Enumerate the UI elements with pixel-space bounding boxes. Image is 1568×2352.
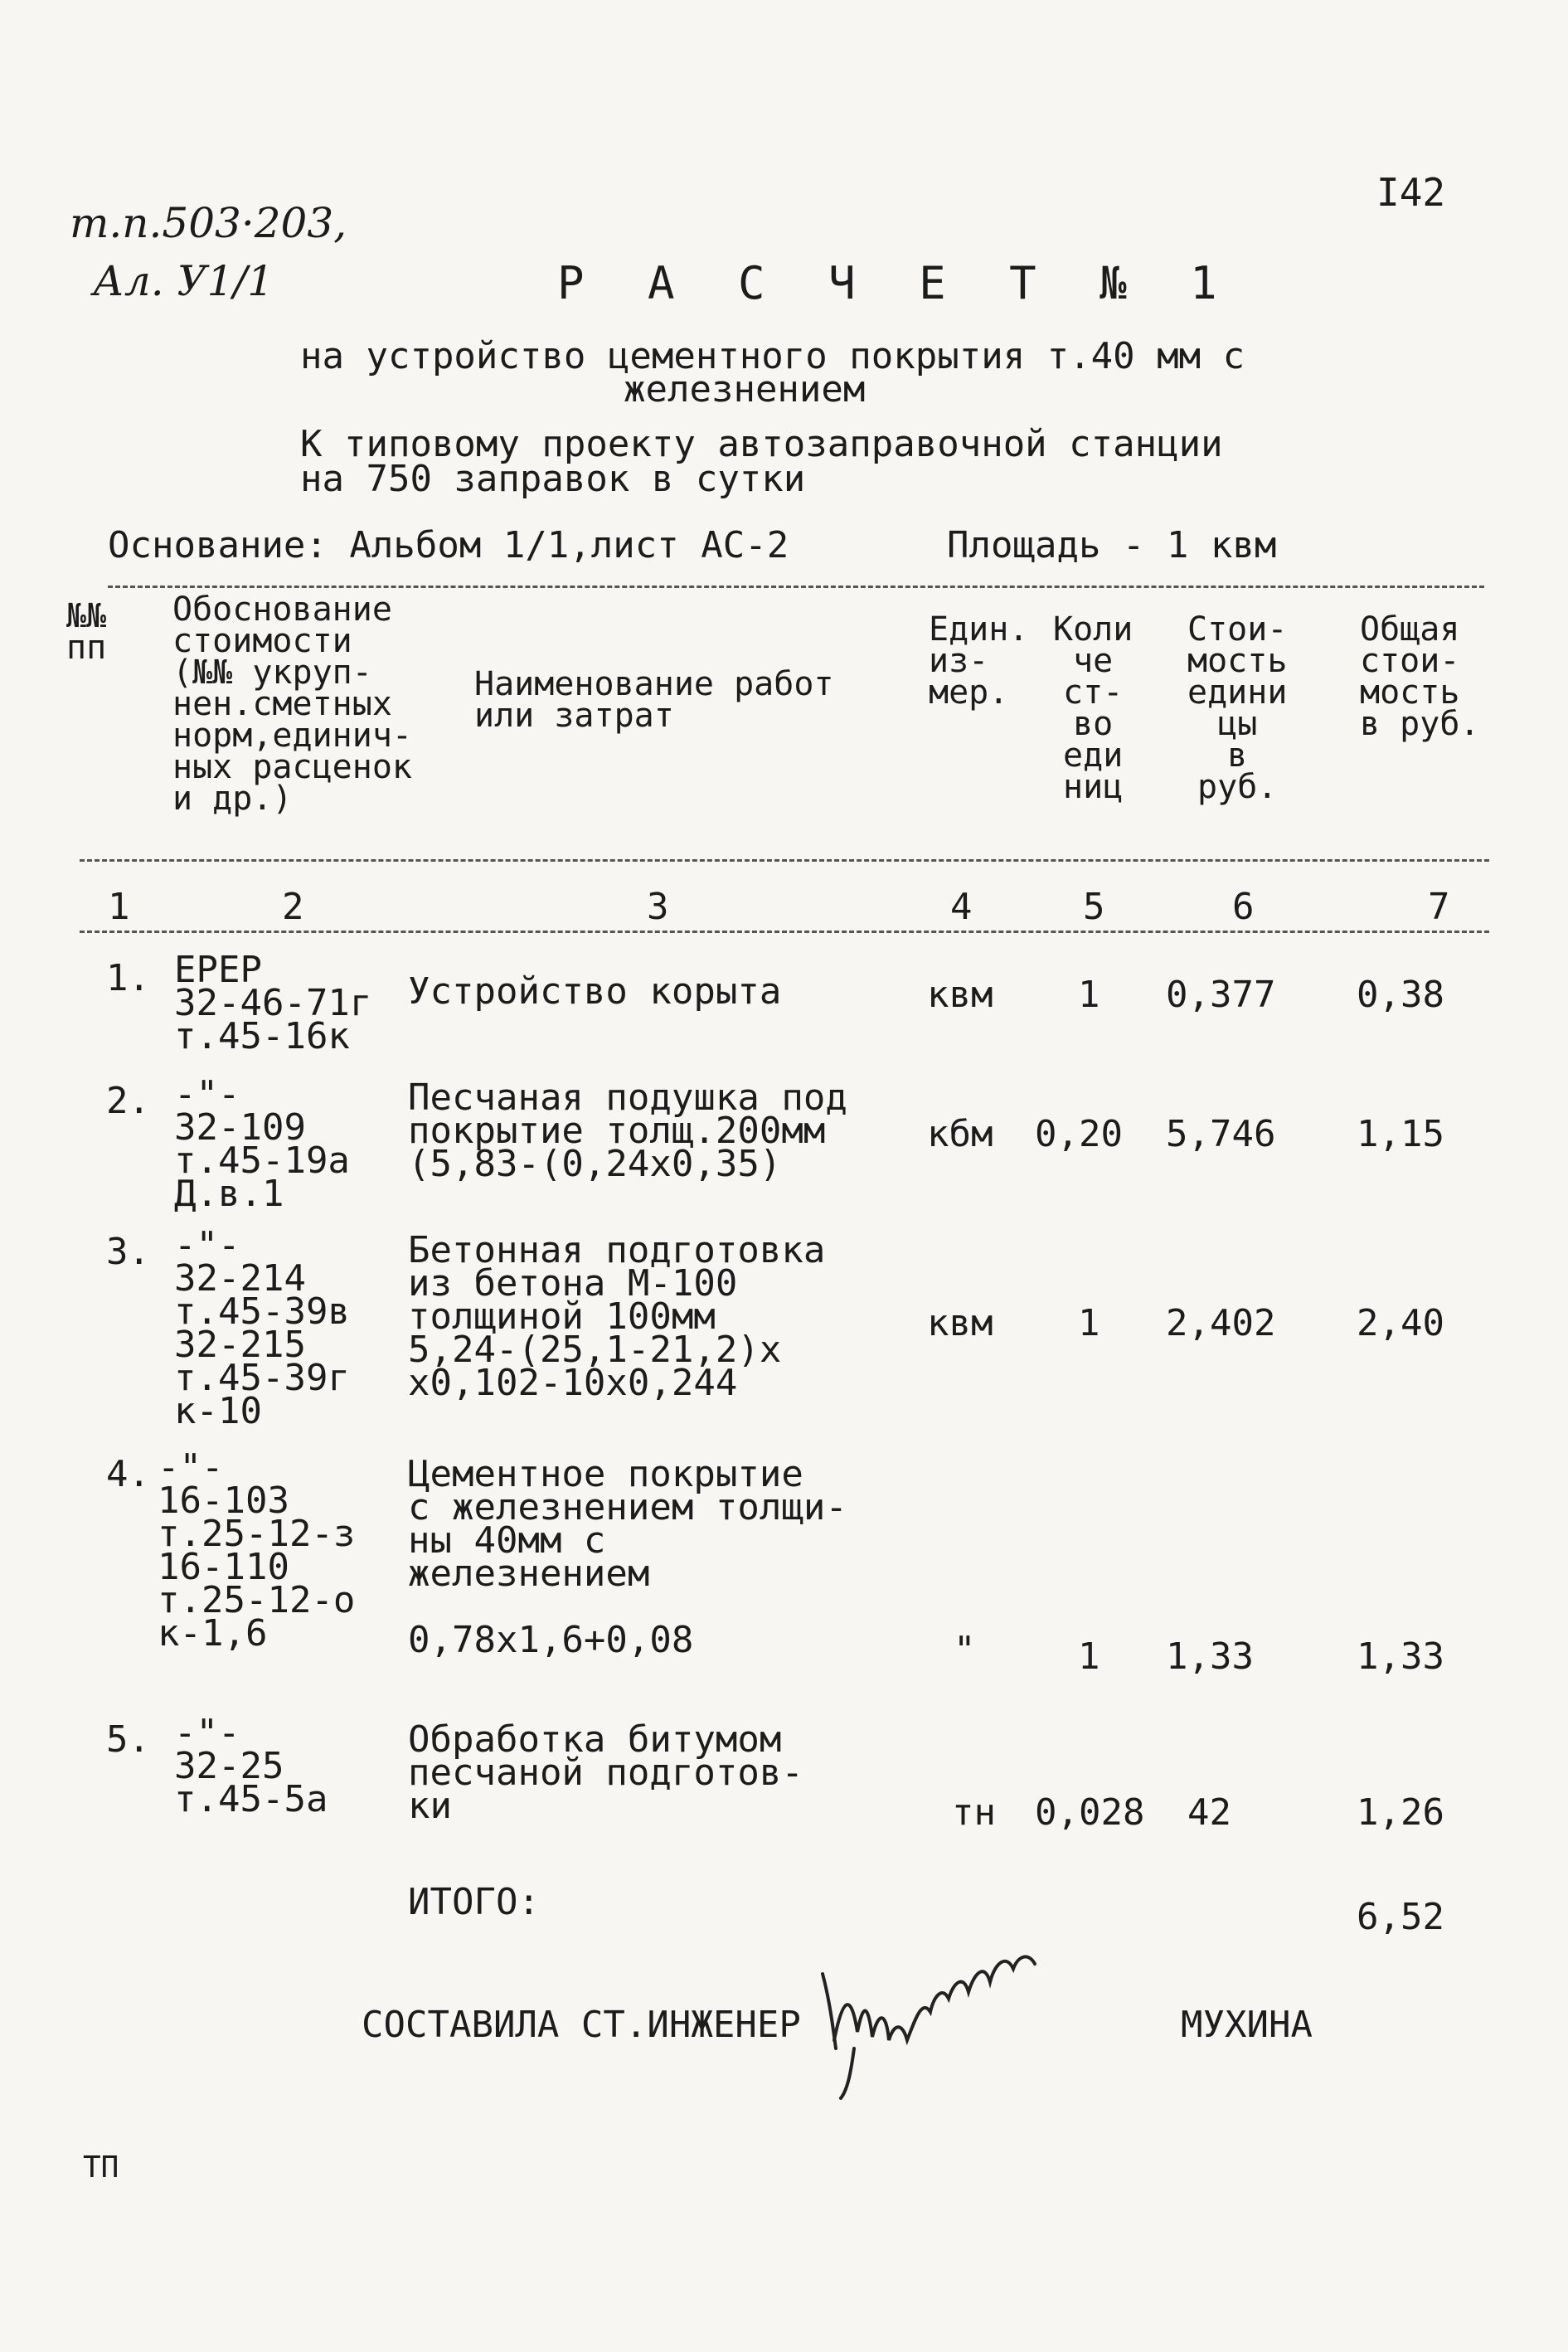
row-total-cost: 1,15 <box>1357 1113 1444 1155</box>
basis-text: Основание: Альбом 1/1,лист АС-2 <box>108 524 789 566</box>
row-quantity: 0,20 <box>1035 1113 1123 1155</box>
row-work-name: Бетонная подготовка из бетона М-100 толщиной 100мм 5,24-(25,1-21,2)х х0,102-10х0,244 <box>408 1229 826 1404</box>
row-number: 2. <box>106 1080 150 1122</box>
document-title: Р А С Ч Е Т № 1 <box>557 257 1235 309</box>
top-rule <box>108 586 1484 588</box>
row-unit-cost: 2,402 <box>1166 1302 1276 1344</box>
row-total-cost: 1,33 <box>1357 1635 1444 1678</box>
row-work-name: Песчаная подушка под покрытие толщ.200мм (5,83-(0,24х0,35) <box>408 1076 847 1185</box>
column-number-5: 5 <box>1083 886 1105 928</box>
row-total-cost: 1,26 <box>1357 1791 1444 1834</box>
row-work-name: Цементное покрытие с железнением толщи- ны 40мм с железнением 0,78х1,6+0,08 <box>408 1453 847 1661</box>
compiler-name: МУХИНА <box>1181 2004 1313 2046</box>
row-number: 3. <box>106 1231 150 1273</box>
header-work-name: Наименование работ или затрат <box>474 665 834 735</box>
row-justification: -"- 32-109 т.45-19а Д.в.1 <box>174 1073 350 1215</box>
row-work-name: Устройство корыта <box>408 970 782 1013</box>
header-unit: Един. из- мер. <box>929 610 1029 712</box>
row-quantity: 1 <box>1078 1635 1100 1678</box>
project-line-1: К типовому проекту автозаправочной станции <box>300 423 1223 465</box>
header-justification: Обоснование стоимости (№№ укруп- нен.сметных норм,единич- ных расценок и др.) <box>172 590 412 818</box>
row-justification: ЕРЕР 32-46-71г т.45-16к <box>174 949 372 1057</box>
header-bottom-rule <box>80 859 1489 862</box>
column-number-rule <box>80 931 1489 933</box>
column-number-4: 4 <box>950 886 973 928</box>
row-work-name: Обработка битумом песчаной подготов- ки <box>408 1718 803 1827</box>
area-text: Площадь - 1 квм <box>947 524 1277 566</box>
row-justification: -"- 32-214 т.45-39в 32-215 т.45-39г к-10 <box>174 1224 350 1432</box>
row-unit: кбм <box>927 1113 993 1155</box>
project-reference: т.п.503·203, <box>70 199 347 247</box>
header-no: №№ пп <box>66 597 107 667</box>
row-unit: квм <box>927 974 993 1016</box>
row-quantity: 0,028 <box>1035 1791 1145 1834</box>
row-total-cost: 0,38 <box>1357 974 1444 1016</box>
row-number: 1. <box>106 957 150 999</box>
album-reference: Ал. У1/1 <box>93 257 274 305</box>
row-unit: тн <box>952 1791 996 1834</box>
row-justification: -"- 32-25 т.45-5а <box>174 1712 328 1820</box>
column-number-1: 1 <box>108 886 130 928</box>
page-number: I42 <box>1376 170 1446 215</box>
row-unit-cost: 5,746 <box>1166 1113 1276 1155</box>
compiled-by-label: СОСТАВИЛА СТ.ИНЖЕНЕР <box>362 2004 801 2046</box>
row-justification: -"- 16-103 т.25-12-з 16-110 т.25-12-о к-1,6 <box>158 1446 356 1655</box>
column-number-2: 2 <box>282 886 304 928</box>
header-total-cost: Общая стои- мость в руб. <box>1360 610 1480 743</box>
row-quantity: 1 <box>1078 974 1100 1016</box>
row-unit: квм <box>927 1302 993 1344</box>
header-quantity: Коли че ст- во еди ниц <box>1053 610 1134 806</box>
row-unit-cost: 1,33 <box>1166 1635 1254 1678</box>
row-number: 5. <box>106 1718 150 1761</box>
total-label: ИТОГО: <box>408 1881 540 1923</box>
subtitle-line-1: на устройство цементного покрытия т.40 мм с <box>300 335 1245 377</box>
row-unit-cost: 42 <box>1187 1791 1231 1834</box>
column-number-6: 6 <box>1232 886 1255 928</box>
total-value: 6,52 <box>1357 1896 1444 1938</box>
row-unit-cost: 0,377 <box>1166 974 1276 1016</box>
row-number: 4. <box>106 1453 150 1495</box>
column-number-3: 3 <box>647 886 669 928</box>
row-unit: " <box>954 1629 976 1671</box>
header-unit-cost: Стои- мость едини цы в руб. <box>1187 610 1288 806</box>
project-line-2: на 750 заправок в сутки <box>300 458 806 500</box>
row-quantity: 1 <box>1078 1302 1100 1344</box>
footer-mark: ТП <box>83 2150 119 2184</box>
handwritten-signature <box>818 1916 1050 2107</box>
row-total-cost: 2,40 <box>1357 1302 1444 1344</box>
subtitle-line-2: железнением <box>624 368 866 411</box>
column-number-7: 7 <box>1428 886 1450 928</box>
